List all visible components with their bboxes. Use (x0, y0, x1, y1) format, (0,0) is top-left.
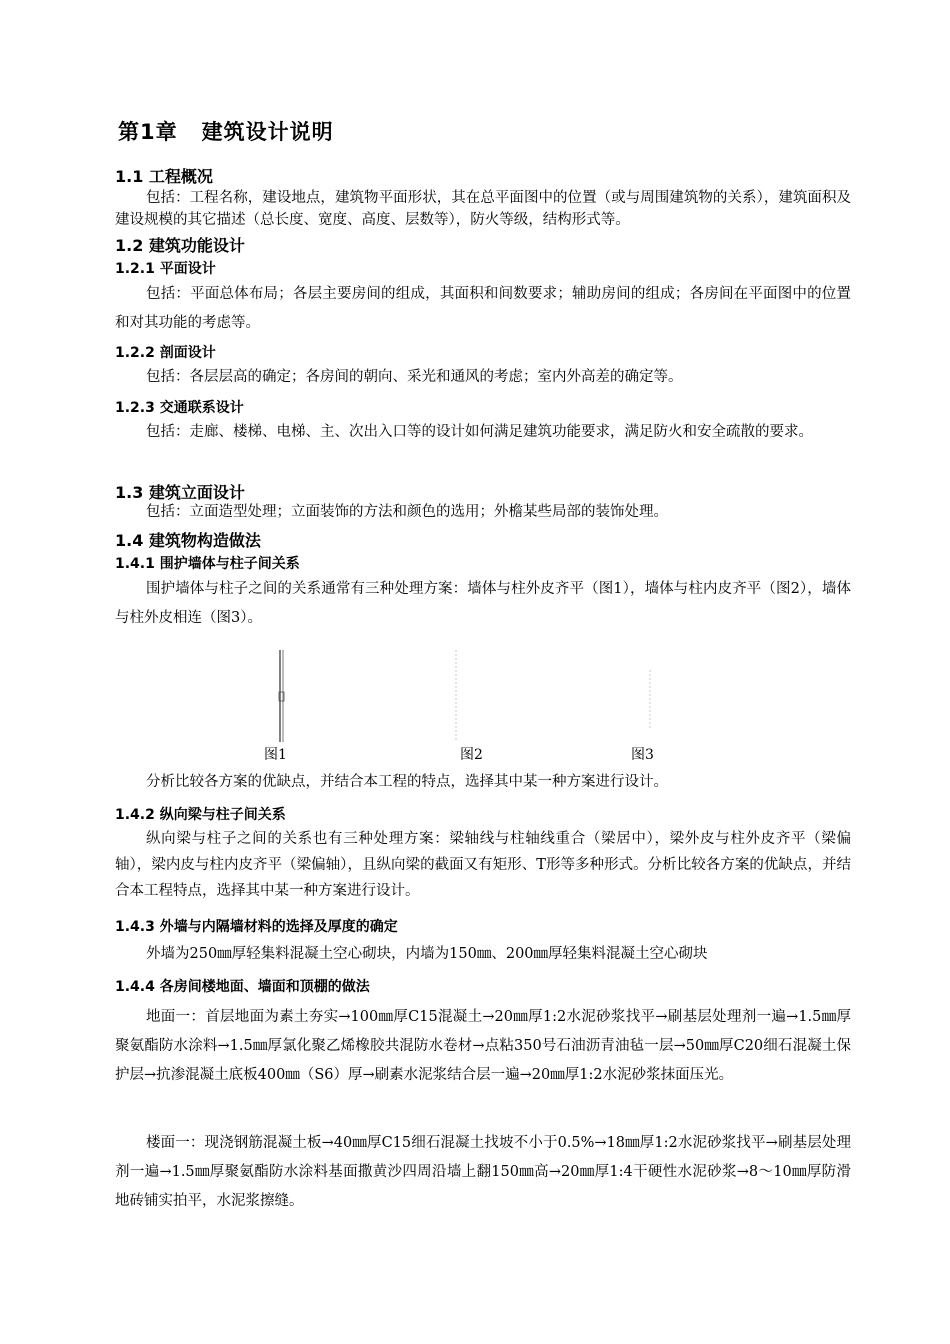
section-heading-1-4: 1.4 建筑物构造做法 (115, 531, 261, 550)
section-text-1-4-4-slab: 楼面一：现浇钢筋混凝土板→40㎜厚C15细石混凝土找坡不小于0.5%→18㎜厚1:2水泥砂浆找平→刷基层处理剂一遍→1.5㎜厚聚氨酯防水涂料基面撒黄沙四周沿墙上翻150㎜高→20㎜厚1:4干硬性水泥砂浆→8～10㎜厚防滑地砖铺实拍平，水泥浆擦缝。 (115, 1135, 851, 1209)
section-text-1-4-3: 外墙为250㎜厚轻集料混凝土空心砌块，内墙为150㎜、200㎜厚轻集料混凝土空心砌块 (146, 946, 708, 962)
figure-1-caption: 图1 (264, 747, 287, 763)
section-heading-1-2-3: 1.2.3 交通联系设计 (115, 400, 244, 416)
figure-2-drawing (451, 648, 461, 744)
section-text-1-2-3: 包括：走廊、楼梯、电梯、主、次出入口等的设计如何满足建筑功能要求，满足防火和安全疏散的要求。 (146, 424, 813, 440)
chapter-title (118, 116, 334, 146)
section-text-1-3: 包括：立面造型处理；立面装饰的方法和颜色的选用；外檐某些局部的装饰处理。 (146, 504, 668, 520)
section-heading-1-3: 1.3 建筑立面设计 (115, 483, 245, 502)
section-text-1-4-2: 纵向梁与柱子之间的关系也有三种处理方案：梁轴线与柱轴线重合（梁居中），梁外皮与柱外皮齐平（梁偏轴），梁内皮与柱内皮齐平（梁偏轴），且纵向梁的截面又有矩形、T形等多种形式。分析比较各方案的优缺点，并结合本工程特点，选择其中某一种方案进行设计。 (115, 831, 851, 899)
section-heading-1-4-4: 1.4.4 各房间楼地面、墙面和顶棚的做法 (115, 979, 370, 995)
section-heading-1-1: 1.1 工程概况 (115, 167, 213, 186)
chapter-number: 第1章 (118, 120, 178, 144)
section-text-1-4-1-analysis: 分析比较各方案的优缺点，并结合本工程的特点，选择其中某一种方案进行设计。 (146, 774, 668, 790)
section-heading-1-4-2: 1.4.2 纵向梁与柱子间关系 (115, 807, 286, 823)
section-heading-1-4-3: 1.4.3 外墙与内隔墙材料的选择及厚度的确定 (115, 919, 398, 935)
section-heading-1-2-2: 1.2.2 剖面设计 (115, 345, 216, 361)
section-heading-1-4-1: 1.4.1 围护墙体与柱子间关系 (115, 556, 300, 572)
section-text-1-4-1: 围护墙体与柱子之间的关系通常有三种处理方案：墙体与柱外皮齐平（图1），墙体与柱内皮齐平（图2），墙体与柱外皮相连（图3）。 (115, 581, 851, 626)
figure-3-caption: 图3 (631, 747, 654, 763)
section-heading-1-2-1: 1.2.1 平面设计 (115, 261, 216, 277)
chapter-name: 建筑设计说明 (201, 120, 334, 144)
figure-2-caption: 图2 (460, 747, 483, 763)
figure-3-drawing (645, 648, 655, 744)
section-text-1-4-4-floor: 地面一：首层地面为素土夯实→100㎜厚C15混凝土→20㎜厚1:2水泥砂浆找平→刷基层处理剂一遍→1.5㎜厚聚氨酯防水涂料→1.5㎜厚氯化聚乙烯橡胶共混防水卷材→点粘350号石油沥青油毡一层→50㎜厚C20细石混凝土保护层→抗渗混凝土底板400㎜（S6）厚→刷素水泥浆结合层一遍→20㎜厚1:2水泥砂浆抹面压光。 (115, 1009, 851, 1083)
figure-1-drawing (276, 648, 286, 744)
section-text-1-2-1: 包括：平面总体布局；各层主要房间的组成，其面积和间数要求；辅助房间的组成；各房间在平面图中的位置和对其功能的考虑等。 (115, 286, 851, 331)
section-text-1-2-2: 包括：各层层高的确定；各房间的朝向、采光和通风的考虑；室内外高差的确定等。 (146, 369, 683, 385)
section-text-1-1: 包括：工程名称，建设地点，建筑物平面形状，其在总平面图中的位置（或与周围建筑物的关系），建筑面积及建设规模的其它描述（总长度、宽度、高度、层数等），防火等级，结构形式等。 (115, 190, 851, 228)
section-heading-1-2: 1.2 建筑功能设计 (115, 236, 245, 255)
